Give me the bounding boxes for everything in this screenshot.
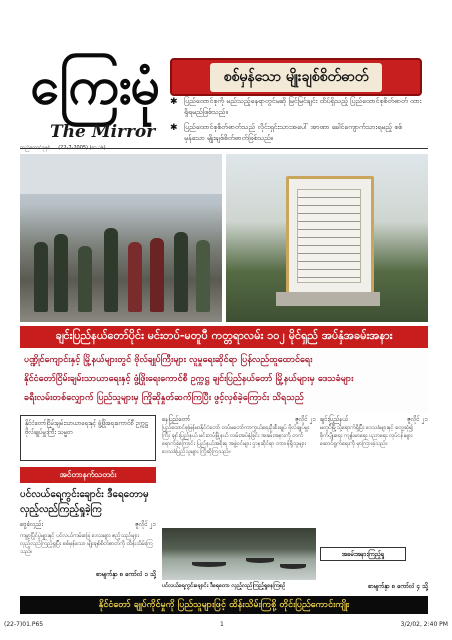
bullet-item	[170, 122, 422, 144]
person-figure	[34, 242, 48, 312]
logo-text: ကြေးမုံ	[30, 55, 158, 116]
person-figure	[174, 232, 188, 312]
star-icon: ✱	[170, 123, 178, 133]
english-title: The Mirror	[50, 122, 156, 142]
byline-date: ဇူလိုင် ၂၁	[135, 521, 156, 528]
left-column	[20, 415, 156, 593]
star-icon: ✱	[170, 97, 178, 107]
bottom-banner: နိုင်ငံတော် ချုပ်ကိုင်မှုကို ပြည်သူများဖြင့် ထိန်းသိမ်းကြစို့ တိုင်းပြည်ကောင်းကျိုး	[20, 596, 428, 614]
person-figure	[128, 242, 142, 312]
canoe	[280, 564, 306, 569]
canoe	[246, 558, 274, 563]
person-figure	[54, 234, 68, 312]
monument-photo	[226, 154, 428, 322]
headline-bullets	[170, 96, 422, 148]
byline-source: ဗွေခံလှည်း	[20, 521, 44, 528]
newspaper-page	[20, 42, 428, 610]
page-number: 1	[219, 621, 224, 628]
headline-text: စစ်မှန်သော မျိုးချစ်စိတ်ဓာတ်	[210, 63, 383, 92]
bullet-item	[170, 96, 422, 118]
canoe	[192, 562, 226, 567]
lead-line: ပဏ္ဍိုင်ကျောင်းနှင့် မြို့နယ်များတွင် ဗိုလ်ချုပ်ကြီးများ လူမှုရေးဆိုင်ရာ ပြန်လည်ထူထောင်ရေး	[24, 355, 313, 365]
lead-block	[20, 349, 428, 413]
byline	[162, 415, 316, 424]
mangrove-photo	[162, 528, 316, 580]
file-name: (22-7)01.P65	[4, 621, 44, 628]
continue-line: စာမျက်နှာ ၈ ကော်လံ ၄ သို့	[368, 583, 428, 590]
divider	[20, 148, 428, 149]
main-title: ချင်းပြည်နယ်တော်ပိုင်း မင်းတပ်-မတူပီ ကတ္တရာလမ်း ၁၀၂ မိုင်ရှည် အပ်နှံအခမ်းအနား	[20, 326, 428, 348]
person-figure	[78, 246, 92, 312]
continue-line: စာမျက်နှာ ၈ ကော်လံ ၁ သို့	[96, 571, 156, 578]
article-text: ကမ္ဘာ့ပြိုင်ပွဲများနှင့် ပင်လယ်ကမ်းခြေ ဒေသများ ဧည့်သည်များ လှည့်လည်ကြည့်ရှုပြီး စစ်မှန်သော မျိုးချစ်စိတ်ဓာတ်ကို ထိန်းသိမ်းကြသည်။	[20, 533, 153, 555]
lead-line: နိုင်ငံတော်ငြိမ်းချမ်းသာယာရေးနှင့် ဖွံ့ဖြိုးရေးကောင်စီ ဥက္ကဋ္ဌ ချင်းပြည်နယ်တော် မြို့နယ်များမှ ဒေသခံများ	[24, 374, 354, 384]
print-timestamp: 3/2/02, 2:40 PM	[400, 621, 448, 628]
teaser-box: နိုင်ငံတော်ငြိမ်းချမ်းသာယာရေးနှင့် ဖွံ့ဖြိုးရေးကောင်စီ ဥက္ကဋ္ဌ ဗိုလ်ချုပ်မှူးကြီး သမ္မတ	[20, 415, 156, 461]
person-figure	[104, 228, 118, 312]
byline-date: ဇူလိုင် ၂၁	[407, 416, 428, 423]
sub-headline: ပင်လယ်ရေ့ကွင်းချောင်း ဒီရေတောမှ လှည့်လည်ကြည့်ရှုခဲ့ကြ	[20, 489, 149, 515]
headline-banner	[170, 58, 422, 96]
article-text: မတူပီမြို့သို့ရောက်ရှိပြီး ဒေသခံများနှင့် တွေ့ဆုံ၍ စိုက်ပျိုးရေး ကျန်းမာရေး ပညာရေး လုပ်ငန်းများ ဆောင်ရွက်ရေးကို မှာကြားခဲ့သည်။	[320, 425, 414, 447]
print-footer	[4, 621, 448, 628]
byline-date: ဇူလိုင် ၂၁	[295, 416, 316, 423]
inscription-lines	[297, 189, 361, 283]
right-column	[320, 415, 428, 593]
plinth	[276, 292, 380, 306]
inscription-stone	[286, 176, 374, 300]
bullet-text: ပြည်ထောင်စုကို မည်သည့်နေရာတွင်မဆို မြင်မြင်ချင်း ထိပ်ရှိသည့် ပြည်ထောင်စုစိတ်ဓာတ် ထားရှိရမည်ဖြစ်သည်။	[184, 97, 422, 116]
lead-line: ခရီးလမ်းတစ်လျှောက် ပြည်သူများမှ ကြိုဆိုနှုတ်ဆက်ကြပြီး ဖွင့်လှစ်ခဲ့ကြောင်း သိရသည်	[24, 393, 304, 403]
internet-news-banner: အင်တာနက်သတင်း	[20, 467, 156, 483]
article-text: ပြည်ထောင်စုမြန်မာနိုင်ငံတော် တပ်မတော်ကာကွယ်ရေးဦးစီးချုပ် ဗိုလ်ချုပ်မှူးကြီး ချင်းပြည်နယ် မင်းတပ်မြို့နယ် လမ်းအပ်နှံခြင်း အခမ်းအနားကို တက်ရောက်ခဲ့ကြောင်း ပြည်နယ်အစိုးရ အဖွဲ့ဝင်များ ဌာနဆိုင်ရာ တာဝန်ရှိသူများ ဒေသခံပြည်သူများ ကြိုဆိုကြသည်။	[162, 425, 310, 455]
byline-source: နေပြည်တော်	[162, 416, 191, 423]
byline	[320, 415, 428, 424]
canopy	[20, 154, 222, 194]
newspaper-logo	[24, 44, 164, 144]
photo-caption: ပင်လယ်ရေ့ကွင်းချောင်း ဒီရေတော လှည့်လည်ကြည့်ရှုနေကြစဉ်	[162, 583, 286, 589]
ceremony-photo	[20, 154, 222, 322]
byline-source: ချင်းပြည်နယ်	[320, 416, 349, 423]
person-figure	[196, 240, 210, 312]
continue-box: အခမ်းအနားကြည့်ရှု	[320, 547, 406, 561]
person-figure	[150, 238, 164, 312]
byline	[20, 520, 156, 529]
bullet-text: ပြည်ထောင်စုစိတ်ဓာတ်သည် လိုင်းရှင်းသားအပေါ် အာဏာ ခေါင်ကျောက်သားရမည့် စစ်မှန်သော မျိုးချစ်စိတ်ဓာတ်ဖြစ်သည်။	[184, 123, 403, 142]
